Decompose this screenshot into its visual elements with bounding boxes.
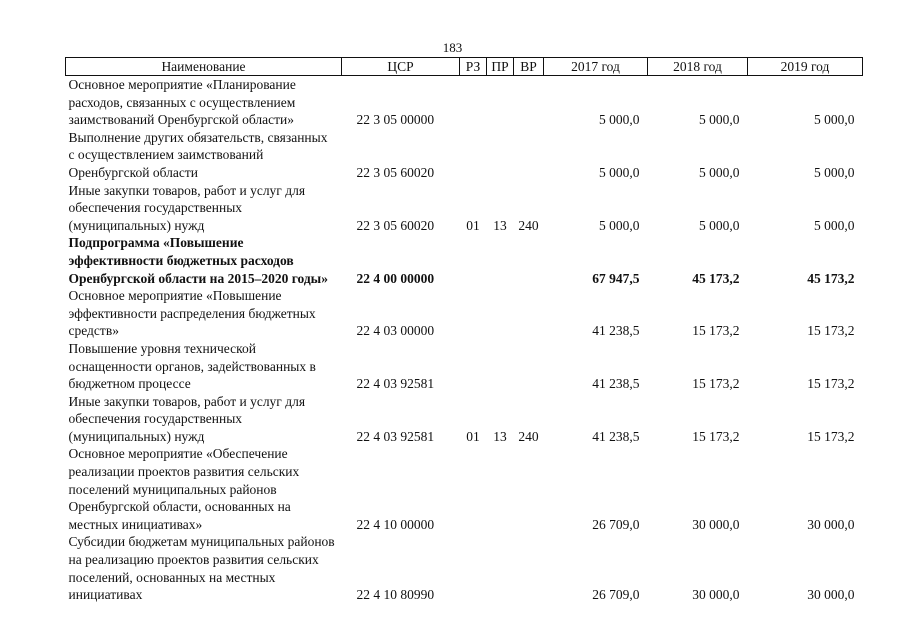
cell-rz (460, 340, 487, 393)
cell-csr: 22 3 05 60020 (356, 164, 435, 180)
table-row (66, 182, 863, 235)
cell-vr (514, 445, 544, 533)
cell-2017: 67 947,5 (592, 270, 640, 286)
cell-2019: 5 000,0 (814, 217, 855, 233)
table-row (66, 340, 863, 393)
cell-csr: 22 4 03 92581 (356, 376, 435, 392)
cell-2018: 5 000,0 (699, 164, 740, 180)
cell-pr (487, 445, 514, 533)
table-row (66, 533, 863, 603)
header-vr: ВР (514, 58, 544, 76)
cell-2019: 30 000,0 (807, 516, 855, 532)
cell-vr: 240 (518, 428, 539, 444)
table-row (66, 76, 863, 129)
cell-2019: 5 000,0 (814, 164, 855, 180)
header-2017: 2017 год (544, 58, 648, 76)
header-pr: ПР (487, 58, 514, 76)
cell-pr: 13 (493, 217, 507, 233)
cell-pr (487, 234, 514, 287)
table-row (66, 234, 863, 287)
cell-vr (514, 76, 544, 129)
cell-rz (460, 76, 487, 129)
cell-2017: 5 000,0 (599, 164, 640, 180)
cell-2017: 5 000,0 (599, 112, 640, 128)
cell-csr: 22 4 00 00000 (356, 270, 435, 286)
cell-2019: 15 173,2 (807, 428, 855, 444)
cell-name: Иные закупки товаров, работ и услуг для обеспечения государственных (муниципальных) нужд (68, 182, 306, 233)
cell-name: Субсидии бюджетам муниципальных районов на реализацию проектов развития сельских поселений, основанных на местных инициативах (68, 534, 335, 603)
header-2019: 2019 год (748, 58, 863, 76)
table-row (66, 129, 863, 182)
cell-2019: 45 173,2 (807, 270, 855, 286)
cell-pr (487, 129, 514, 182)
cell-2019: 5 000,0 (814, 112, 855, 128)
cell-csr: 22 3 05 60020 (356, 217, 435, 233)
cell-name: Основное мероприятие «Повышение эффективности распределения бюджетных средств» (68, 288, 316, 339)
cell-vr (514, 234, 544, 287)
cell-pr (487, 76, 514, 129)
cell-rz: 01 (466, 217, 480, 233)
cell-2017: 26 709,0 (592, 516, 640, 532)
cell-2017: 26 709,0 (592, 587, 640, 603)
cell-pr (487, 340, 514, 393)
cell-name: Основное мероприятие «Планирование расходов, связанных с осуществлением заимствований Оренбургской области» (68, 77, 296, 128)
cell-pr: 13 (493, 428, 507, 444)
cell-vr (514, 340, 544, 393)
cell-csr: 22 4 10 80990 (356, 587, 435, 603)
cell-vr: 240 (518, 217, 539, 233)
cell-2017: 5 000,0 (599, 217, 640, 233)
table-row (66, 393, 863, 446)
cell-csr: 22 4 03 00000 (356, 323, 435, 339)
cell-2018: 5 000,0 (699, 112, 740, 128)
cell-2019: 15 173,2 (807, 323, 855, 339)
cell-vr (514, 533, 544, 603)
cell-pr (487, 533, 514, 603)
cell-2019: 15 173,2 (807, 376, 855, 392)
cell-csr: 22 4 03 92581 (356, 428, 435, 444)
header-rz: РЗ (460, 58, 487, 76)
cell-rz (460, 445, 487, 533)
cell-2018: 45 173,2 (692, 270, 740, 286)
cell-rz (460, 287, 487, 340)
cell-2018: 15 173,2 (692, 428, 740, 444)
table-row (66, 287, 863, 340)
cell-csr: 22 3 05 00000 (356, 112, 435, 128)
budget-table (65, 57, 863, 604)
cell-2018: 5 000,0 (699, 217, 740, 233)
cell-vr (514, 287, 544, 340)
cell-2017: 41 238,5 (592, 376, 640, 392)
cell-rz (460, 129, 487, 182)
page-number: 183 (442, 40, 463, 55)
cell-csr: 22 4 10 00000 (356, 516, 435, 532)
cell-name: Повышение уровня технической оснащенности органов, задействованных в бюджетном процессе (68, 340, 316, 392)
cell-name: Основное мероприятие «Обеспечение реализации проектов развития сельских поселений муниципальных районов Оренбургской области, основанных на местных инициативах» (68, 446, 300, 532)
cell-vr (514, 129, 544, 182)
cell-2018: 30 000,0 (692, 587, 740, 603)
table-header-row (66, 58, 863, 76)
cell-name: Подпрограмма «Повышение эффективности бюджетных расходов Оренбургской области на 2015–2020 годы» (68, 235, 328, 286)
header-2018: 2018 год (648, 58, 748, 76)
cell-2017: 41 238,5 (592, 428, 640, 444)
cell-2018: 30 000,0 (692, 516, 740, 532)
cell-2017: 41 238,5 (592, 323, 640, 339)
cell-2019: 30 000,0 (807, 587, 855, 603)
cell-2018: 15 173,2 (692, 376, 740, 392)
cell-name: Иные закупки товаров, работ и услуг для обеспечения государственных (муниципальных) нужд (68, 393, 306, 444)
cell-rz (460, 533, 487, 603)
header-csr: ЦСР (342, 58, 460, 76)
table-row (66, 445, 863, 533)
cell-rz (460, 234, 487, 287)
cell-name: Выполнение других обязательств, связанных с осуществлением заимствований Оренбургской области (68, 129, 328, 180)
header-name: Наименование (66, 58, 342, 76)
cell-rz: 01 (466, 428, 480, 444)
cell-2018: 15 173,2 (692, 323, 740, 339)
cell-pr (487, 287, 514, 340)
